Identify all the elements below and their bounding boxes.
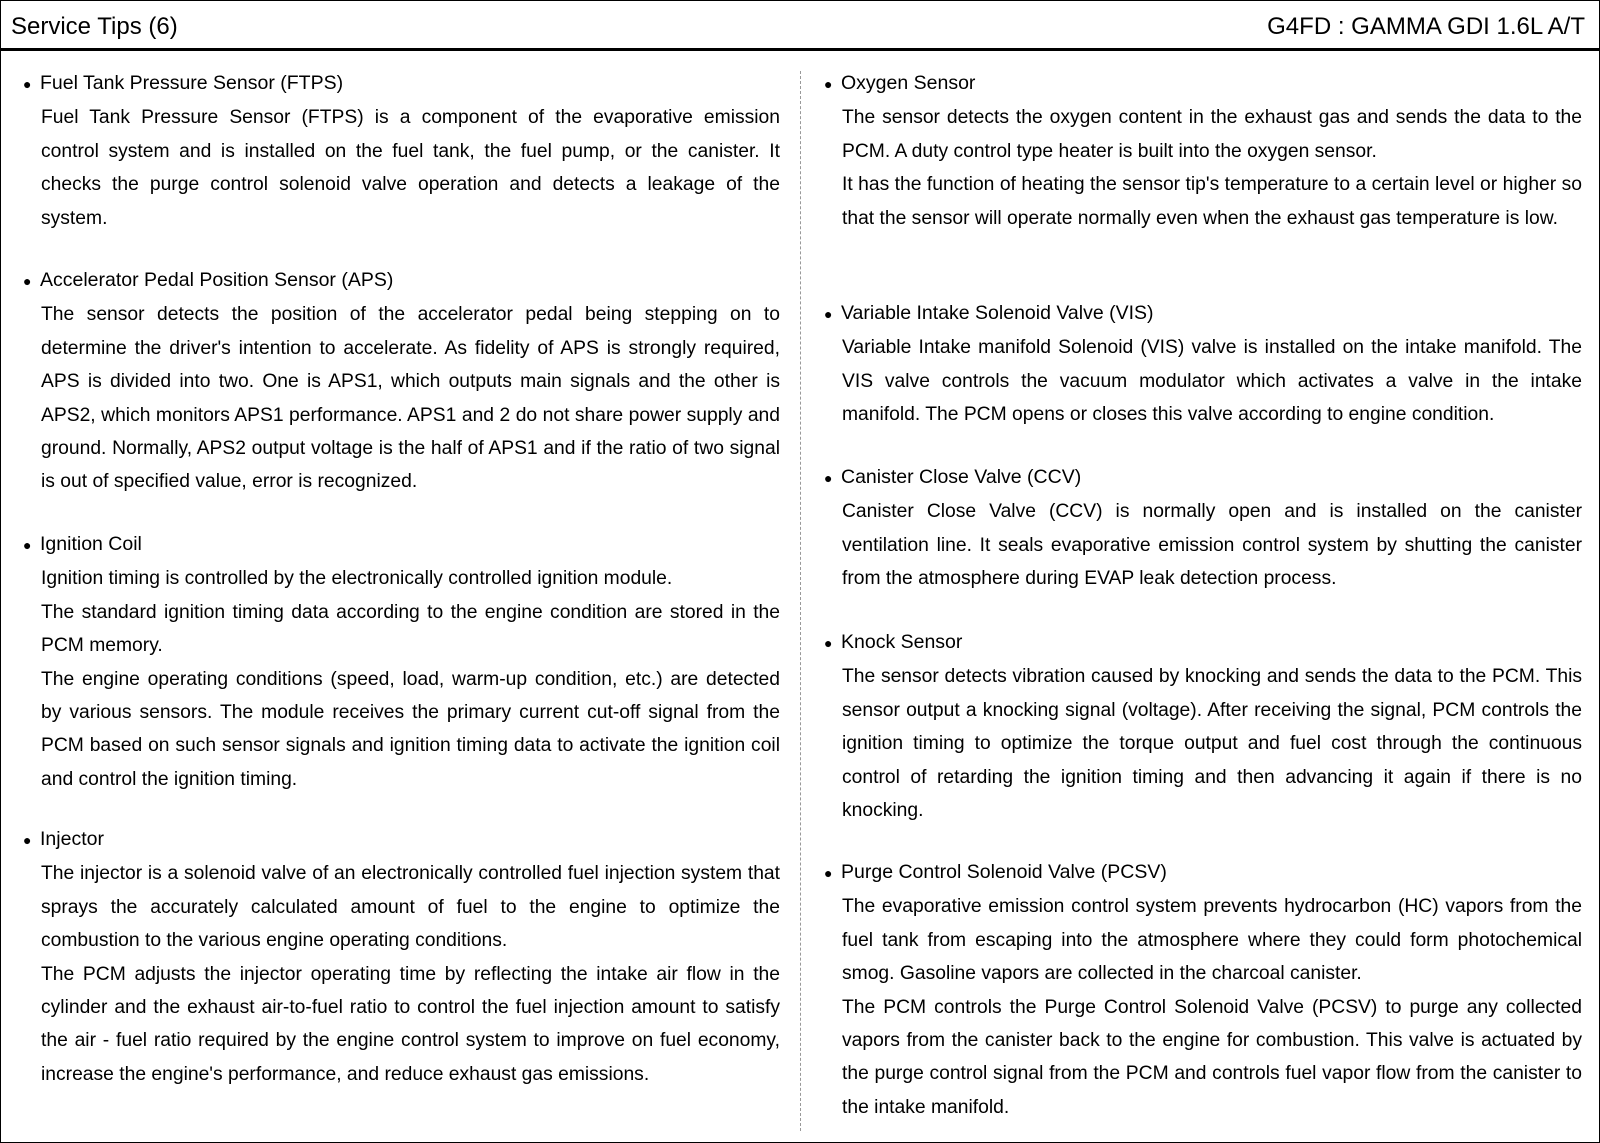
- column-divider: [800, 71, 801, 1131]
- section-title: Variable Intake Solenoid Valve (VIS): [841, 302, 1154, 324]
- section-paragraph: The standard ignition timing data according to the engine condition are stored in the PCM memory.: [41, 601, 780, 657]
- section-title: Accelerator Pedal Position Sensor (APS): [40, 269, 394, 291]
- bullet-icon: ●: [824, 76, 833, 92]
- section-paragraph: The PCM adjusts the injector operating time by reflecting the intake air flow in the cylinder and the exhaust air-to-fuel ratio to control the fuel injection amount to satisfy the air - fuel ratio required by the engine control system to improve on fuel economy, increase the engine's performance, and reduce exhaust gas emissions.: [41, 963, 780, 1085]
- section-paragraph: The sensor detects the oxygen content in the exhaust gas and sends the data to the PCM. A duty control type heater is built into the oxygen sensor.: [842, 107, 1582, 162]
- section-pcsv: [824, 856, 1582, 1124]
- section-title: Fuel Tank Pressure Sensor (FTPS): [40, 72, 344, 94]
- section-paragraph: The evaporative emission control system prevents hydrocarbon (HC) vapors from the fuel tank from escaping into the atmosphere where they could form photochemical smog. Gasoline vapors are collected in the charcoal canister.: [842, 896, 1582, 985]
- section-ignition-coil: [23, 528, 780, 796]
- section-title: Ignition Coil: [40, 533, 142, 555]
- section-title: Knock Sensor: [841, 631, 963, 653]
- bullet-icon: ●: [23, 832, 32, 848]
- section-paragraph: The PCM controls the Purge Control Solenoid Valve (PCSV) to purge any collected vapors from the canister back to the engine for combustion. This valve is actuated by the purge control signal from the PCM and controls fuel vapor flow from the canister to the intake manifold.: [842, 996, 1582, 1118]
- page-title: Service Tips (6): [11, 13, 178, 40]
- bullet-icon: ●: [824, 635, 833, 651]
- section-paragraph: The engine operating conditions (speed, load, warm-up condition, etc.) are detected by various sensors. The module receives the primary current cut-off signal from the PCM based on such sensor signals and ignition timing data to activate the ignition coil and control the ignition timing.: [41, 668, 780, 790]
- section-paragraph: Canister Close Valve (CCV) is normally open and is installed on the canister ventilation line. It seals evaporative emission control system by shutting the canister from the atmosphere during EVAP leak detection process.: [842, 501, 1582, 590]
- section-paragraph: Ignition timing is controlled by the electronically controlled ignition module.: [41, 568, 673, 590]
- section-ccv: [824, 461, 1582, 596]
- section-paragraph: Variable Intake manifold Solenoid (VIS) valve is installed on the intake manifold. The VIS valve controls the vacuum modulator which activates a valve in the intake manifold. The PCM opens or closes this valve according to engine condition.: [842, 337, 1582, 426]
- section-paragraph: The sensor detects the position of the accelerator pedal being stepping on to determine the driver's intention to accelerate. As fidelity of APS is strongly required, APS is divided into two. One is APS1, which outputs main signals and the other is APS2, which monitors APS1 performance. APS1 and 2 do not share power supply and ground. Normally, APS2 output voltage is the half of APS1 and if the ratio of two signal is out of specified value, error is recognized.: [41, 304, 780, 493]
- section-aps: [23, 264, 780, 499]
- section-ftps: [23, 67, 780, 235]
- bullet-icon: ●: [23, 273, 32, 289]
- section-oxygen-sensor: [824, 67, 1582, 235]
- section-paragraph: The injector is a solenoid valve of an electronically controlled fuel injection system that sprays the accurately calculated amount of fuel to the engine to optimize the combustion to the various engine operating conditions.: [41, 863, 780, 952]
- section-title: Purge Control Solenoid Valve (PCSV): [841, 861, 1167, 883]
- bullet-icon: ●: [824, 306, 833, 322]
- page-header: [1, 1, 1599, 51]
- bullet-icon: ●: [23, 76, 32, 92]
- section-title: Oxygen Sensor: [841, 72, 976, 94]
- section-title: Injector: [40, 828, 104, 850]
- section-paragraph: The sensor detects vibration caused by knocking and sends the data to the PCM. This sensor output a knocking signal (voltage). After receiving the signal, PCM controls the ignition timing to optimize the torque output and fuel cost through the continuous control of retarding the ignition timing and then advancing it again if there is no knocking.: [842, 666, 1582, 822]
- section-injector: [23, 823, 780, 1091]
- section-knock-sensor: [824, 626, 1582, 827]
- section-paragraph: It has the function of heating the sensor tip's temperature to a certain level or higher so that the sensor will operate normally even when the exhaust gas temperature is low.: [842, 174, 1582, 229]
- bullet-icon: ●: [824, 470, 833, 486]
- section-paragraph: Fuel Tank Pressure Sensor (FTPS) is a component of the evaporative emission control system and is installed on the fuel tank, the fuel pump, or the canister. It checks the purge control solenoid valve operation and detects a leakage of the system.: [41, 107, 780, 229]
- bullet-icon: ●: [23, 537, 32, 553]
- section-vis: [824, 297, 1582, 432]
- bullet-icon: ●: [824, 865, 833, 881]
- engine-model: G4FD : GAMMA GDI 1.6L A/T: [1267, 13, 1585, 40]
- section-title: Canister Close Valve (CCV): [841, 466, 1082, 488]
